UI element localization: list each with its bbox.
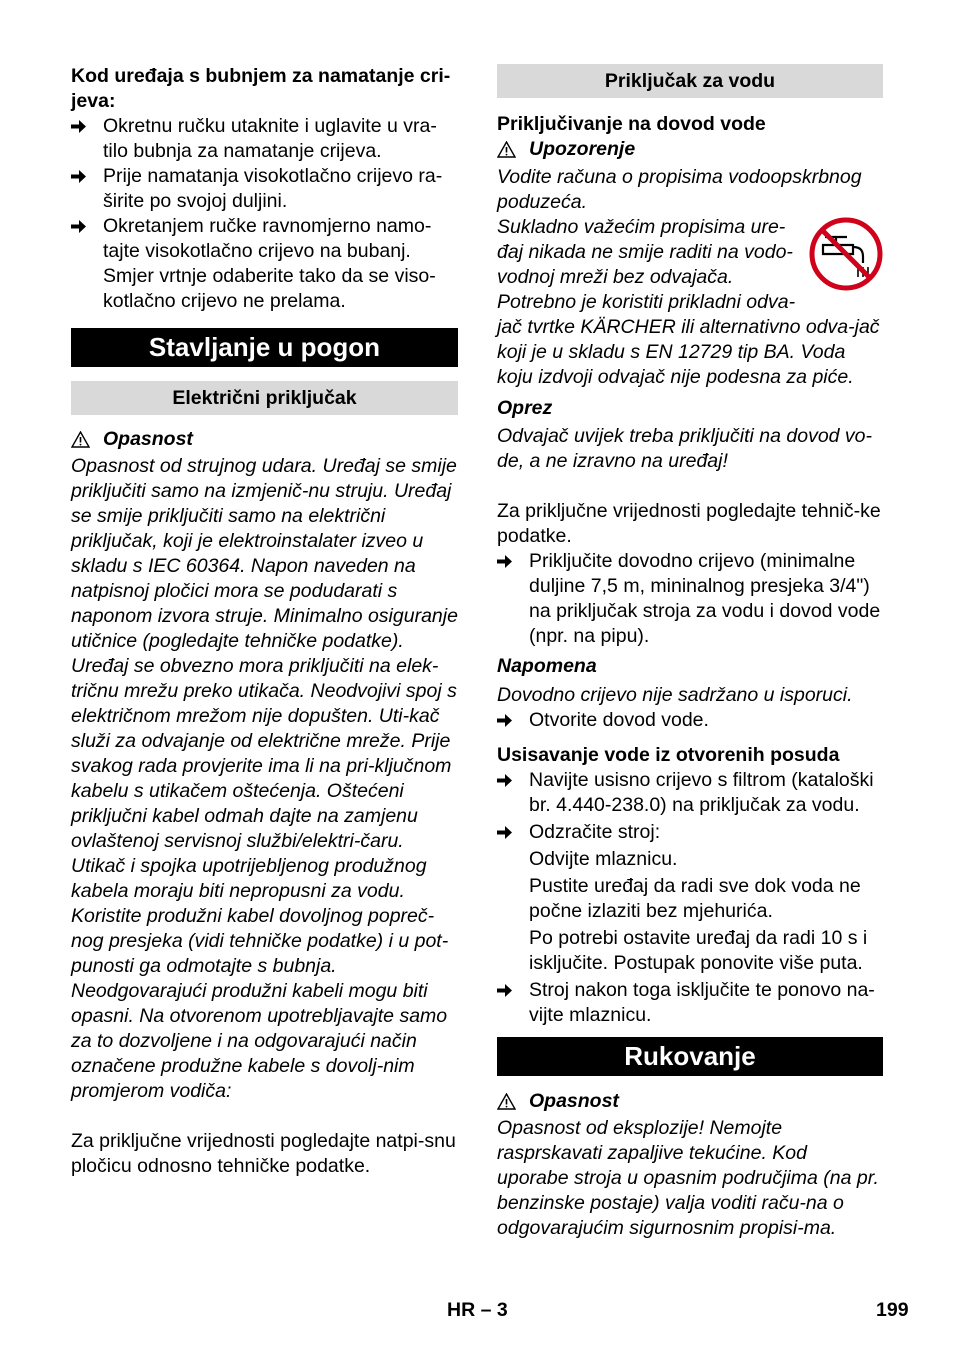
heading-supply: Priključivanje na dovod vode bbox=[497, 113, 766, 135]
list-item bbox=[497, 978, 883, 1028]
warning-text-1: Vodite računa o propisima vodoopskrbnog poduzeća. bbox=[497, 166, 862, 213]
subsection-title-water: Priključak za vodu bbox=[497, 64, 883, 98]
list-item-subtext: Po potrebi ostavite uređaj da radi 10 s i isključite. Postupak ponovite više puta. bbox=[529, 927, 868, 974]
list-item-subtext: Odvijte mlaznicu. bbox=[529, 848, 678, 870]
list-item bbox=[497, 708, 883, 733]
arrow-right-icon bbox=[71, 164, 103, 214]
list-item-text: Priključite dovodno crijevo (minimalne duljine 7,5 m, mininalnog presjeka 3/4") na priključak stroja za vodu i dovod vode (npr. na pipu). bbox=[529, 550, 881, 647]
arrow-right-icon bbox=[497, 549, 529, 649]
page-number: 199 bbox=[876, 1299, 909, 1321]
list-item bbox=[497, 549, 883, 649]
list-item-subtext: Pustite uređaj da radi sve dok voda ne počne izlaziti bez mjehurića. bbox=[529, 875, 861, 922]
warning-triangle-icon bbox=[497, 1093, 516, 1110]
right-column bbox=[497, 64, 883, 1241]
list-item bbox=[497, 768, 883, 818]
caution-label: Oprez bbox=[497, 397, 553, 419]
drum-heading: Kod uređaja s bubnjem za namatanje cri-jeva: bbox=[71, 65, 451, 112]
no-tap-water-icon bbox=[809, 217, 883, 291]
danger-text: Opasnost od eksplozije! Nemojte rasprskavati zapaljive tekućine. Kod uporabe stroja u opasnim područjima (na pr. benzinske postaje) valja voditi raču-na o odgovarajućim sigurnosnim propisi-ma. bbox=[497, 1117, 879, 1239]
list-item-text: Otvorite dovod vode. bbox=[529, 709, 709, 731]
danger-text: Opasnost od strujnog udara. Uređaj se smije priključiti samo na izmjenič-nu struju. Uređaj se smije priključiti samo na električni priključak, koji je elektroinstalater izveo u skladu s IEC 60364. Napon naveden na natpisnoj pločici mora se podudarati s naponom izvora struje. Minimalno osiguranje utičnice (pogledajte tehničke podatke). Uređaj se obvezno mora priključiti na elek-tričnu mrežu preko utikača. Neodvojivi spoj s električnom mrežom nije dopušten. Uti-kač služi za odvajanje od električne mreže. Prije svakog rada provjerite ima li na pri-ključnom kabelu s utikačem oštećenja. Oštećeni priključni kabel odmah dajte na zamjenu ovlaštenoj servisnoj službi/elektri-čaru. Utikač i spojka upotrijebljenog produžnog kabela moraju biti nepropusni za vodu. Koristite produžni kabel dovoljnog popreč-nog presjeka (vidi tehničke podatke) i u pot-punosti ga odmotajte s bubnja. Neodgovarajući produžni kabeli mogu biti opasni. Na otvorenom upotrebljavajte samo za to dozvoljene i na odgovarajući način označene produžne kabele s dovolj-nim promjerom vodiča: bbox=[71, 455, 458, 1102]
list-item-text: Okretanjem ručke ravnomjerno namo-tajte visokotlačno crijevo na bubanj. Smjer vrtnje odaberite tako da se viso-kotlačno crijevo ne prelama. bbox=[103, 215, 436, 312]
caution-text: Odvajač uvijek treba priključiti na dovod vo-de, a ne izravno na uređaj! bbox=[497, 425, 873, 472]
arrow-right-icon bbox=[497, 768, 529, 818]
warning-label: Upozorenje bbox=[497, 137, 883, 162]
warning-triangle-icon bbox=[497, 141, 516, 158]
subsection-title-electric: Električni priključak bbox=[71, 381, 458, 415]
danger-label: Opasnost bbox=[71, 427, 458, 452]
danger-label: Opasnost bbox=[497, 1089, 883, 1114]
list-item-text: Navijte usisno crijevo s filtrom (kataloški br. 4.440-238.0) na priključak za vodu. bbox=[529, 769, 874, 816]
connection-note: Za priključne vrijednosti pogledajte natpi-snu pločicu odnosno tehničke podatke. bbox=[71, 1130, 456, 1177]
arrow-right-icon bbox=[497, 820, 529, 845]
footer-section-label: HR – 3 bbox=[447, 1299, 508, 1321]
arrow-right-icon bbox=[497, 978, 529, 1028]
warning-text-2: Sukladno važećim propisima ure-đaj nikada ne smije raditi na vodo-vodnoj mreži bez odvajača. Potrebno je koristiti prikladni odva-jač tvrtke KÄRCHER ili alternativno odva-jač koji je u skladu s EN 12729 tip BA. Voda koju izdvoji odvajač nije podesna za piće. bbox=[497, 216, 880, 388]
note-label: Napomena bbox=[497, 655, 597, 677]
left-column bbox=[71, 64, 458, 1179]
warning-block bbox=[497, 215, 883, 390]
list-item-text: Odzračite stroj: bbox=[529, 821, 661, 843]
list-item-text: Prije namatanja visokotlačno crijevo ra-širite po svojoj duljini. bbox=[103, 165, 443, 212]
list-item bbox=[71, 164, 458, 214]
note-text: Dovodno crijevo nije sadržano u isporuci. bbox=[497, 684, 853, 706]
heading-suction: Usisavanje vode iz otvorenih posuda bbox=[497, 744, 840, 766]
arrow-right-icon bbox=[71, 114, 103, 164]
section-title-operation: Rukovanje bbox=[497, 1037, 883, 1076]
warning-triangle-icon bbox=[71, 431, 90, 448]
arrow-right-icon bbox=[71, 214, 103, 314]
list-item-text: Stroj nakon toga isključite te ponovo na-vijte mlaznicu. bbox=[529, 979, 875, 1026]
arrow-right-icon bbox=[497, 708, 529, 733]
list-item-text: Okretnu ručku utaknite i uglavite u vra-tilo bubnja za namatanje crijeva. bbox=[103, 115, 437, 162]
list-item bbox=[497, 820, 883, 845]
section-title-startup: Stavljanje u pogon bbox=[71, 328, 458, 367]
list-item bbox=[71, 114, 458, 164]
list-item bbox=[71, 214, 458, 314]
tech-note: Za priključne vrijednosti pogledajte tehnič-ke podatke. bbox=[497, 500, 881, 547]
